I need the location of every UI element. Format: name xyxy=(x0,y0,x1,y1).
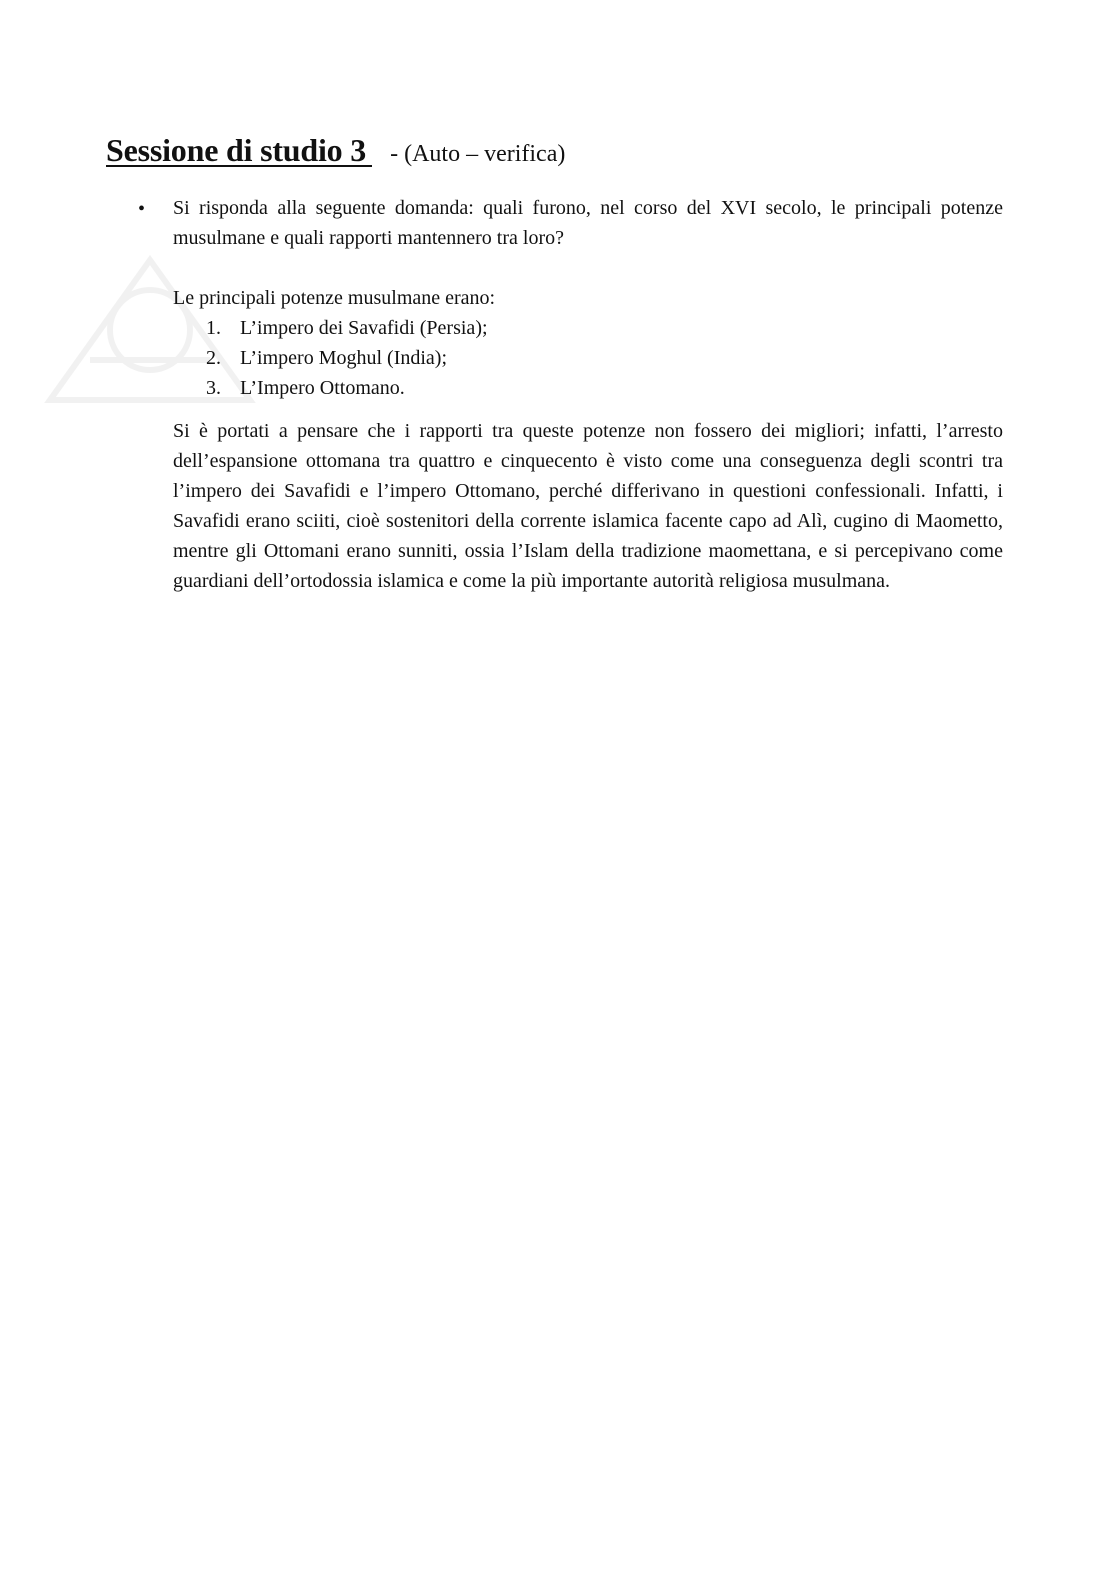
page-title: Sessione di studio 3 xyxy=(106,132,367,168)
bullet-point: • xyxy=(138,198,146,220)
question-text: Si risponda alla seguente domanda: quali furono, nel corso del XVI secolo, le principali potenze musulmane e quali rapporti mantennero tra loro? xyxy=(173,197,1003,249)
list-item-text: L’impero Moghul (India); xyxy=(240,347,448,369)
page-subtitle: - (Auto – verifica) xyxy=(390,141,566,167)
list-item-number: 1. xyxy=(206,317,221,339)
list-item xyxy=(206,343,488,373)
answer-intro: Le principali potenze musulmane erano: xyxy=(173,287,496,309)
list-item-text: L’impero dei Savafidi (Persia); xyxy=(240,317,488,339)
heading-row xyxy=(106,132,565,169)
list-item xyxy=(206,313,488,343)
powers-list xyxy=(206,313,488,403)
list-item-text: L’Impero Ottomano. xyxy=(240,377,405,399)
answer-paragraph: Si è portati a pensare che i rapporti tra queste potenze non fossero dei migliori; infatti, l’arresto dell’espansione ottomana tra quattro e cinquecento è visto come una conseguenza degli scontri tra l’impero dei Savafidi e l’impero Ottomano, perché differivano in questioni confessionali. Infatti, i Savafidi erano sciiti, cioè sostenitori della corrente islamica facente capo ad Alì, cugino di Maometto, mentre gli Ottomani erano sunniti, ossia l’Islam della tradizione maomettana, e si percepivano come guardiani dell’ortodossia islamica e come la più importante autorità religiosa musulmana. xyxy=(173,420,1003,592)
title-underline-extension xyxy=(366,164,372,167)
list-item-number: 3. xyxy=(206,377,221,399)
list-item-number: 2. xyxy=(206,347,221,369)
list-item xyxy=(206,373,488,403)
